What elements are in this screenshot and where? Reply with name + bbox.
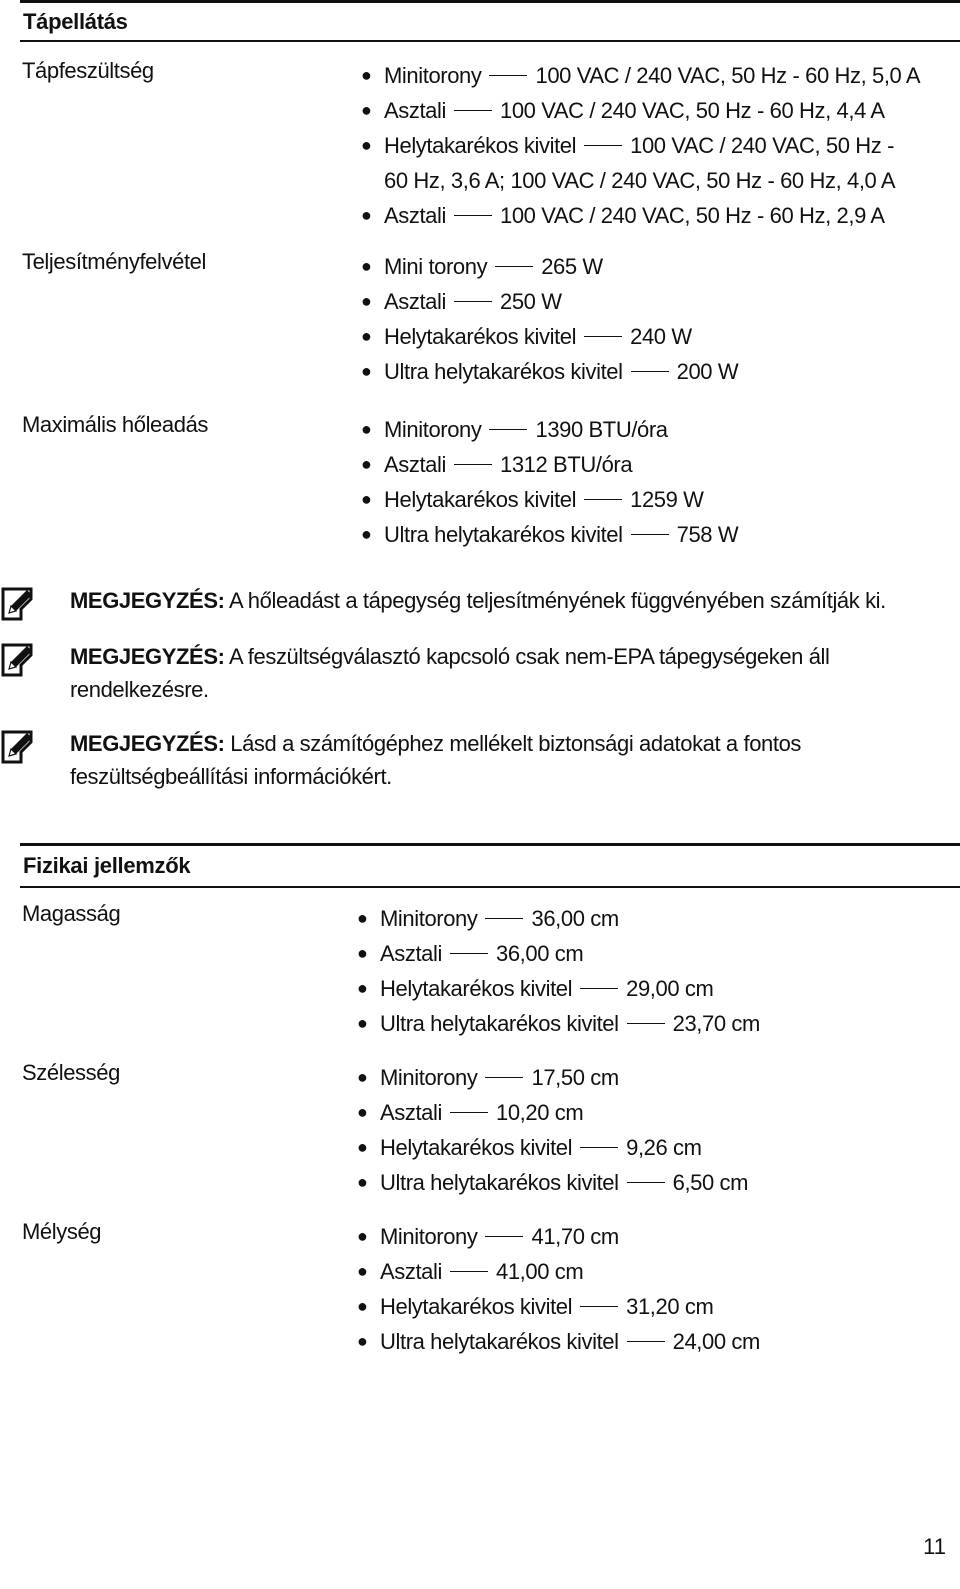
note-text-cont: rendelkezésre. <box>70 677 209 702</box>
note-text: Lásd a számítógéphez mellékelt biztonsági adatokat a fontos <box>230 731 802 756</box>
row-label: Mélység <box>22 1219 102 1244</box>
row-label: Magasság <box>22 901 121 926</box>
list-item: ● Asztali 1312 BTU/óra <box>361 452 633 477</box>
power-heading: Tápellátás <box>20 0 960 42</box>
list-item: ● Minitorony 36,00 cm <box>357 906 619 931</box>
note-text: A feszültségválasztó kapcsoló csak nem-EPA tápegységeken áll <box>229 644 830 669</box>
note-text: A hőleadást a tápegység teljesítményének függvényében számítják ki. <box>229 588 886 613</box>
list-item: ● Helytakarékos kivitel 240 W <box>361 324 692 349</box>
list-item: ● Asztali 100 VAC / 240 VAC, 50 Hz - 60 Hz, 4,4 A <box>361 98 885 123</box>
physical-section <box>20 843 960 888</box>
page-number: 11 <box>923 1534 946 1559</box>
item-list <box>361 249 960 389</box>
item-list <box>357 1060 960 1200</box>
list-item: ● Ultra helytakarékos kivitel 24,00 cm <box>357 1329 760 1354</box>
list-item: ● Ultra helytakarékos kivitel 23,70 cm <box>357 1011 760 1036</box>
list-item: ● Asztali 36,00 cm <box>357 941 584 966</box>
item-list <box>357 901 960 1041</box>
power-section <box>20 0 960 42</box>
note-label: MEGJEGYZÉS: <box>70 644 225 669</box>
item-list <box>357 1219 960 1359</box>
note-label: MEGJEGYZÉS: <box>70 731 225 756</box>
row-label: Maximális hőleadás <box>22 412 208 437</box>
pencil-note-icon <box>0 586 36 622</box>
list-item: ● Asztali 100 VAC / 240 VAC, 50 Hz - 60 Hz, 2,9 A <box>361 203 885 228</box>
list-item: ● Helytakarékos kivitel 31,20 cm <box>357 1294 714 1319</box>
list-item: ● Minitorony 17,50 cm <box>357 1065 619 1090</box>
list-item: ● Ultra helytakarékos kivitel 6,50 cm <box>357 1170 749 1195</box>
list-item: ● Asztali 41,00 cm <box>357 1259 584 1284</box>
item-list <box>361 412 960 552</box>
list-item: ● Asztali 10,20 cm <box>357 1100 584 1125</box>
list-item: ● Minitorony 1390 BTU/óra <box>361 417 668 442</box>
list-item: ● Ultra helytakarékos kivitel 758 W <box>361 522 739 547</box>
note-label: MEGJEGYZÉS: <box>70 588 225 613</box>
item-list <box>361 58 960 233</box>
list-item: ● Helytakarékos kivitel 1259 W <box>361 487 704 512</box>
pencil-note-icon <box>0 642 36 678</box>
row-label: Tápfeszültség <box>22 58 154 83</box>
row-label: Szélesség <box>22 1060 120 1085</box>
list-item: ● Asztali 250 W <box>361 289 562 314</box>
note-text-cont: feszültségbeállítási információkért. <box>70 764 392 789</box>
physical-heading: Fizikai jellemzők <box>20 843 960 888</box>
list-item: ● Minitorony 100 VAC / 240 VAC, 50 Hz - 60 Hz, 5,0 A <box>361 63 921 88</box>
list-item: ● Helytakarékos kivitel 100 VAC / 240 VAC, 50 Hz - 60 Hz, 3,6 A; 100 VAC / 240 VAC, 50 Hz - 60 Hz, 4,0 A <box>361 133 896 193</box>
pencil-note-icon <box>0 729 36 765</box>
list-item: ● Minitorony 41,70 cm <box>357 1224 619 1249</box>
list-item: ● Helytakarékos kivitel 29,00 cm <box>357 976 714 1001</box>
list-item: ● Helytakarékos kivitel 9,26 cm <box>357 1135 702 1160</box>
list-item: ● Ultra helytakarékos kivitel 200 W <box>361 359 739 384</box>
list-item: ● Mini torony 265 W <box>361 254 603 279</box>
row-label: Teljesítményfelvétel <box>22 249 206 274</box>
